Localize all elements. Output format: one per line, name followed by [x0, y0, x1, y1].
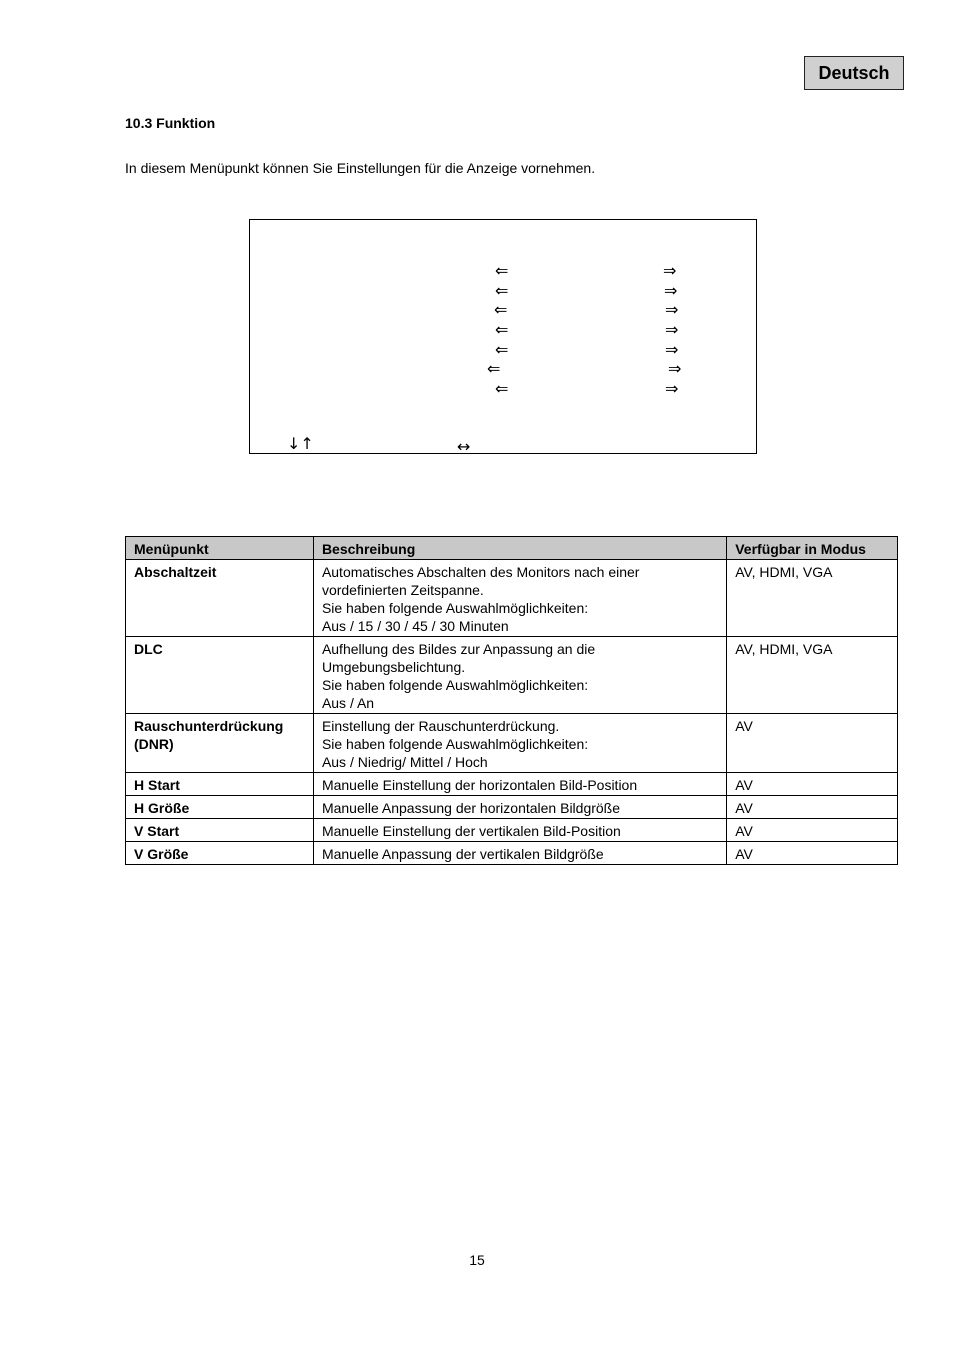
menu-preview: [249, 219, 757, 454]
table-row: [126, 773, 898, 796]
section-title: 10.3 Funktion: [125, 115, 216, 131]
description-line: Aus / 15 / 30 / 45 / 30 Minuten: [321, 618, 509, 634]
left-arrow-icon: ⇐: [494, 300, 508, 319]
table-row: [126, 637, 898, 714]
column-header-beschreibung: Beschreibung: [313, 537, 726, 560]
right-arrow-icon: ⇒: [663, 261, 677, 280]
menu-item-description: Manuelle Anpassung der vertikalen Bildgröße: [313, 842, 726, 865]
item-name-line: (DNR): [134, 736, 174, 752]
item-name-line: Rauschunterdrückung: [134, 718, 284, 734]
left-arrow-icon: ⇐: [495, 340, 509, 359]
menu-item-name: V Start: [126, 819, 314, 842]
right-arrow-icon: ⇒: [668, 359, 682, 378]
menu-item-description: Manuelle Einstellung der vertikalen Bild-Position: [313, 819, 726, 842]
menu-item-description: Manuelle Einstellung der horizontalen Bild-Position: [313, 773, 726, 796]
description-line: vordefinierten Zeitspanne.: [321, 582, 484, 598]
left-arrow-icon: ⇐: [487, 359, 501, 378]
table-row: [126, 560, 898, 637]
column-header-modus: Verfügbar in Modus: [727, 537, 898, 560]
left-arrow-icon: ⇐: [495, 379, 509, 398]
right-arrow-icon: ⇒: [665, 379, 679, 398]
page-number: 15: [469, 1252, 485, 1268]
menu-item-mode: AV: [727, 819, 898, 842]
menu-item-mode: AV: [727, 796, 898, 819]
description-line: Sie haben folgende Auswahlmöglichkeiten:: [321, 600, 589, 616]
menu-item-description: [313, 714, 726, 773]
menu-item-mode: AV: [727, 714, 898, 773]
table-row: [126, 819, 898, 842]
right-arrow-icon: ⇒: [665, 320, 679, 339]
menu-item-name: DLC: [126, 637, 314, 714]
menu-item-description: Manuelle Anpassung der horizontalen Bildgröße: [313, 796, 726, 819]
menu-item-mode: AV: [727, 842, 898, 865]
menu-item-name: Abschaltzeit: [126, 560, 314, 637]
menu-item-mode: AV, HDMI, VGA: [727, 637, 898, 714]
table-row: [126, 714, 898, 773]
menu-item-name: V Größe: [126, 842, 314, 865]
table-row: [126, 796, 898, 819]
menu-item-mode: AV, HDMI, VGA: [727, 560, 898, 637]
right-arrow-icon: ⇒: [665, 340, 679, 359]
description-line: Umgebungsbelichtung.: [321, 659, 466, 675]
intro-text: In diesem Menüpunkt können Sie Einstellungen für die Anzeige vornehmen.: [125, 160, 596, 176]
description-line: Automatisches Abschalten des Monitors nach einer: [321, 564, 640, 580]
table-row: [126, 842, 898, 865]
left-arrow-icon: ⇐: [495, 281, 509, 300]
left-arrow-icon: ⇐: [495, 320, 509, 339]
description-line: Einstellung der Rauschunterdrückung.: [321, 718, 560, 734]
menu-item-name: H Größe: [126, 796, 314, 819]
left-right-arrow-icon: ↔: [457, 437, 471, 456]
description-line: Aus / An: [321, 695, 375, 711]
menu-item-description: [313, 560, 726, 637]
description-line: Aus / Niedrig/ Mittel / Hoch: [321, 754, 488, 770]
menu-item-name: [126, 714, 314, 773]
menu-item-mode: AV: [727, 773, 898, 796]
right-arrow-icon: ⇒: [664, 281, 678, 300]
column-header-menuepunkt: Menüpunkt: [126, 537, 314, 560]
menu-item-description: [313, 637, 726, 714]
right-arrow-icon: ⇒: [665, 300, 679, 319]
function-table: [125, 536, 898, 865]
description-line: Sie haben folgende Auswahlmöglichkeiten:: [321, 677, 589, 693]
table-header-row: [126, 537, 898, 560]
left-arrow-icon: ⇐: [495, 261, 509, 280]
menu-item-name: H Start: [126, 773, 314, 796]
description-line: Aufhellung des Bildes zur Anpassung an die: [321, 641, 596, 657]
language-badge: Deutsch: [804, 56, 904, 90]
description-line: Sie haben folgende Auswahlmöglichkeiten:: [321, 736, 589, 752]
up-down-arrows-icon: ↓↑: [287, 434, 314, 453]
